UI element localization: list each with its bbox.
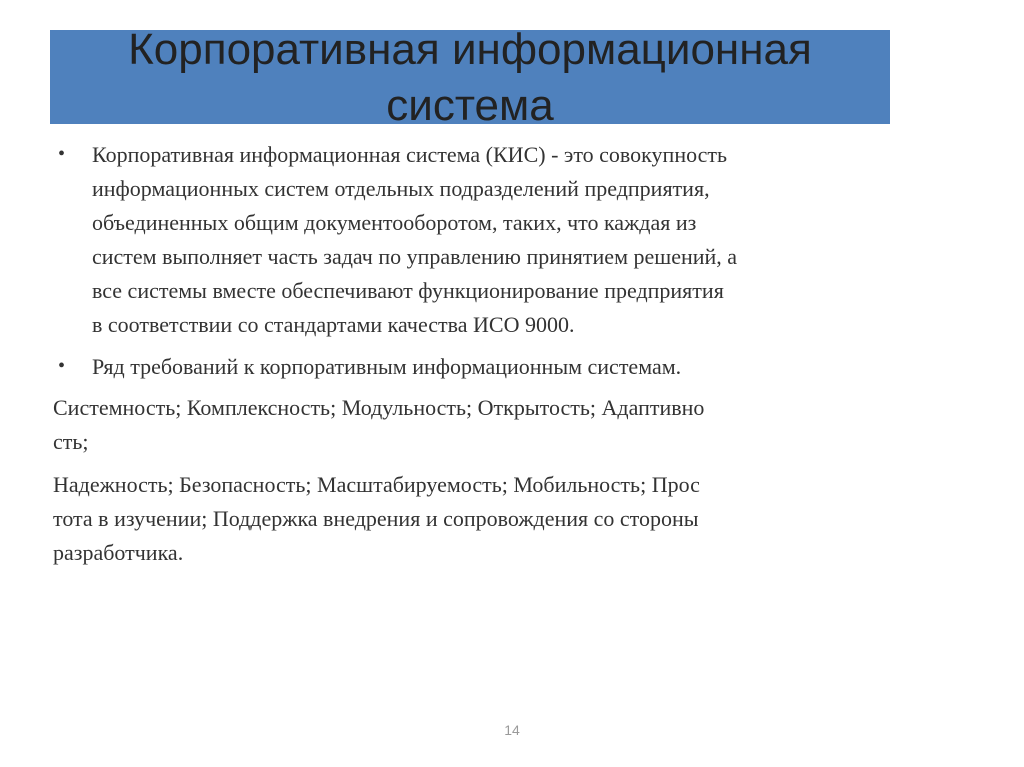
text-line: тота в изучении; Поддержка внедрения и сопровождения со стороны [53, 506, 699, 531]
text-line: в соответствии со стандартами качества ИСО 9000. [92, 312, 575, 337]
bullet-icon: • [58, 355, 66, 377]
text-line: объединенных общим документооборотом, таких, что каждая из [92, 210, 697, 235]
requirements-heading: Ряд требований к корпоративным информационным системам. [92, 354, 682, 379]
slide-title [0, 22, 940, 134]
title-line-1: Корпоративная информационная [128, 25, 812, 74]
definition-paragraph [92, 138, 972, 342]
text-line: Системность; Комплексность; Модульность; Открытость; Адаптивно [53, 395, 705, 420]
title-line-2: система [386, 81, 554, 130]
page-number: 14 [504, 722, 520, 738]
text-line: сть; [53, 429, 89, 454]
text-line: все системы вместе обеспечивают функционирование предприятия [92, 278, 724, 303]
requirements-list-2 [53, 468, 973, 570]
text-line: Корпоративная информационная система (КИС) - это совокупность [92, 142, 728, 167]
text-line: разработчика. [53, 540, 184, 565]
bullet-icon: • [58, 143, 66, 165]
text-line: информационных систем отдельных подразделений предприятия, [92, 176, 710, 201]
text-line: Надежность; Безопасность; Масштабируемость; Мобильность; Прос [53, 472, 700, 497]
requirements-list-1 [53, 391, 973, 459]
text-line: систем выполняет часть задач по управлению принятием решений, а [92, 244, 738, 269]
